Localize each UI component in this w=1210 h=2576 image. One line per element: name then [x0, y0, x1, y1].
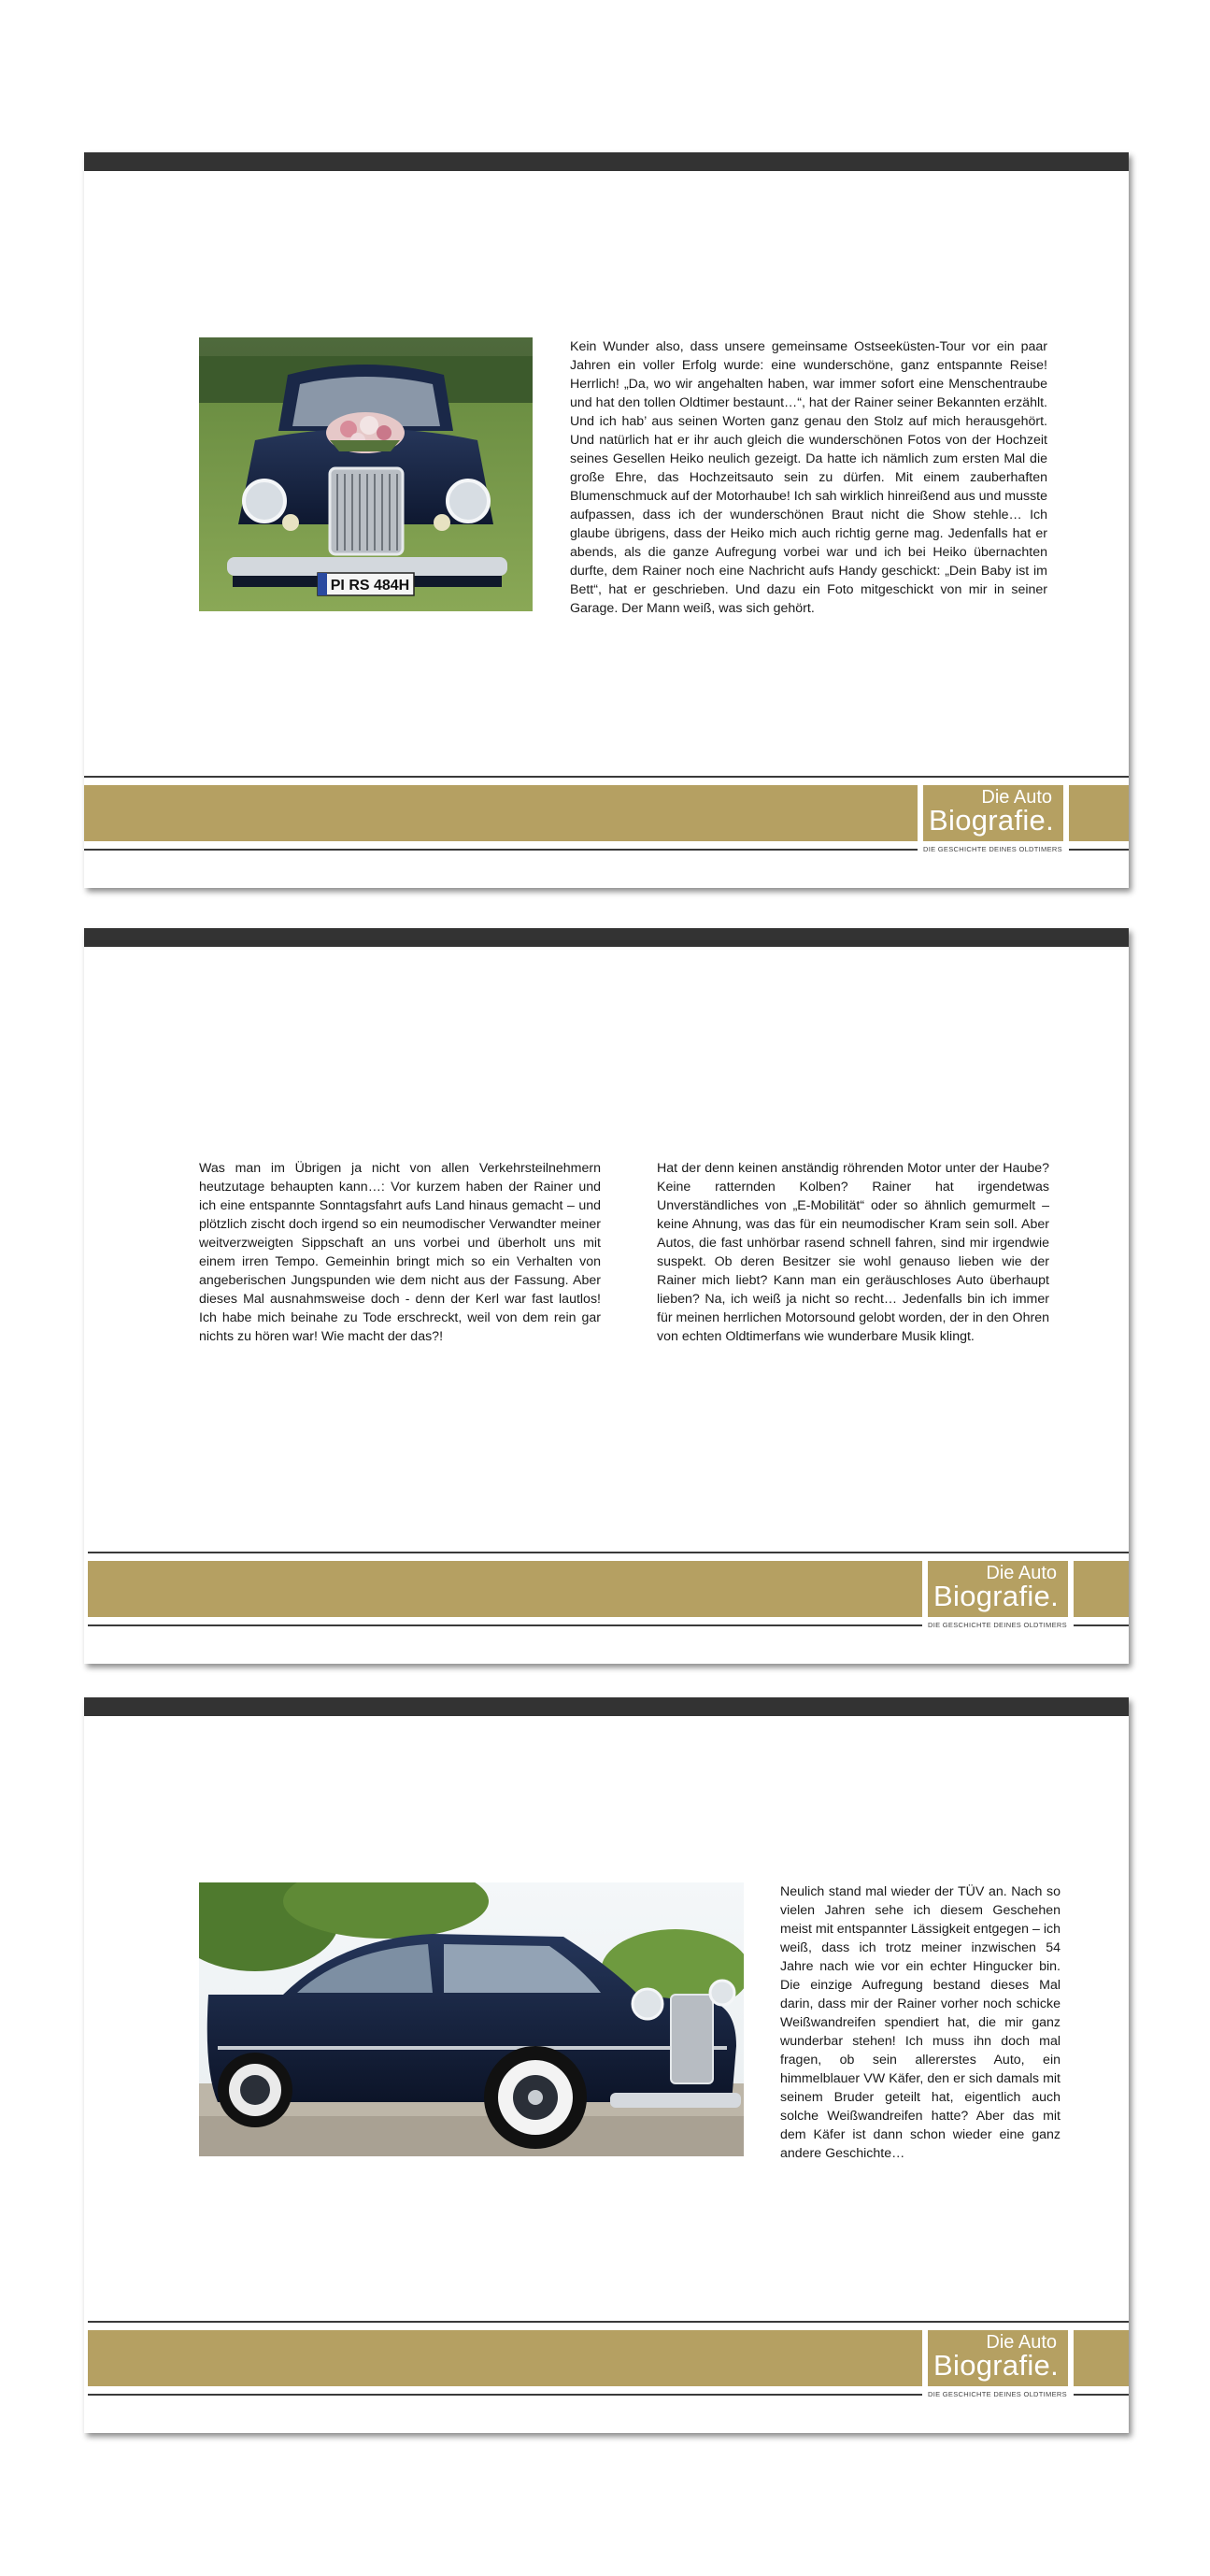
footer-gold-band [84, 785, 918, 841]
footer-rule-bottom [88, 1624, 922, 1626]
license-plate: PI RS 484H [330, 578, 410, 594]
brand-line-2: Biografie. [933, 1580, 1059, 1612]
footer-rule-top [88, 2321, 1129, 2323]
top-bar [84, 152, 1129, 171]
brand-logo [922, 1561, 1074, 1617]
footer-gold-tail [1069, 785, 1129, 841]
brand-line-2: Biografie. [933, 2349, 1059, 2382]
page-3 [84, 1697, 1129, 2433]
wedding-car-photo [199, 337, 533, 611]
footer-rule-top [88, 1552, 1129, 1553]
footer-rule-bottom-right [1074, 1624, 1129, 1626]
brand-logo [918, 785, 1069, 841]
brand-line-2: Biografie. [929, 804, 1054, 837]
page-2-text-right: Hat der denn keinen anständig röhrenden Motor unter der Haube? Keine ratternden Kolben? Rainer hat irgendetwas Unverständliches von „E-Mobilität“ oder so ähnlich gemurmelt – keine Ahnung, was das für ein neumodischer Kram sein soll. Aber Autos, die fast unhörbar rasend schnell fahren, sind mir irgendwie suspekt. Ob deren Besitzer sie wohl genauso lieben wie der Rainer mich liebt? Kann man ein geräuschloses Auto überhaupt lieben? Na, ich weiß ja nicht so recht… Jedenfalls bin ich immer für meinen herrlichen Motorsound gelobt worden, der in den Ohren von echten Oldtimerfans wie wunderbare Musik klingt. [657, 1161, 1049, 1344]
car-side-photo [199, 1882, 744, 2156]
page-2-text-left: Was man im Übrigen ja nicht von allen Verkehrsteilnehmern heutzutage behaupten kann…: Vor kurzem haben der Rainer und ich eine entspannte Sonntagsfahrt aufs Land hinaus gemacht – und plötzlich zischt doch irgend so ein neumodischer Verwandter meiner weitverzweigten Sippschaft an uns vorbei und überholt uns mit einem irren Tempo. Gemeinhin bringt mich so ein Verhalten von angeberischen Jungspunden wie dem nicht aus der Fassung. Aber dieses Mal ausnahmsweise doch - denn der Kerl war fast lautlos! Ich habe mich beinahe zu Tode erschreckt, weil von dem rein gar nichts zu hören war! Wie macht der das?! [199, 1161, 601, 1344]
footer-rule-bottom-right [1074, 2394, 1129, 2396]
brand-logo [922, 2330, 1074, 2386]
top-bar [84, 1697, 1129, 1716]
footer-gold-tail [1074, 2330, 1129, 2386]
page-1-text: Kein Wunder also, dass unsere gemeinsame Ostseeküsten-Tour vor ein paar Jahren ein voller Erfolg wurde: eine wunderschöne, ganz entspannte Reise! Herrlich! „Da, wo wir angehalten haben, war immer sofort eine Menschentraube und hat den tollen Oldtimer bestaunt…“, hat der Rainer seiner Bekannten erzählt. Und ich hab’ aus seinen Worten ganz genau den Stolz auf mich herausgehört. Und natürlich hat er ihr auch gleich die wunderschönen Fotos von der Hochzeit seines Gesellen Heiko neulich gezeigt. Da hatte ich nämlich zum ersten Mal die große Ehre, das Hochzeitsauto sein zu dürfen. Mit einem zauberhaften Blumenschmuck auf der Motorhaube! Ich sah wirklich hinreißend aus und musste aufpassen, dass ich der wunderschönen Braut nicht die Show stehle… Ich glaube übrigens, dass der Heiko mich auch richtig gerne mag. Jedenfalls hat er abends, als die ganze Aufregung vorbei war und ich bei Heiko übernachten durfte, dem Rainer noch eine Nachricht aufs Handy geschickt: „Dein Baby ist im Bett“, hat er geschrieben. Und dazu ein Foto mitgeschickt von mir in seiner Garage. Der Mann weiß, was sich gehört. [570, 339, 1047, 616]
footer [84, 1552, 1129, 1645]
top-bar [84, 928, 1129, 947]
page-2 [84, 928, 1129, 1664]
brand-line-1: Die Auto [981, 787, 1052, 808]
brand-tagline: DIE GESCHICHTE DEINES OLDTIMERS [928, 2390, 1067, 2398]
page-3-text: Neulich stand mal wieder der TÜV an. Nach so vielen Jahren sehe ich diesem Geschehen meist mit entspannter Lässigkeit entgegen – ich weiß, dass ich trotz meiner inzwischen 54 Jahre nach wie vor ein echter Hingucker bin. Die einzige Aufregung bestand dieses Mal darin, dass mir der Rainer vorher noch schicke Weißwandreifen spendiert hat, die mir ganz wunderbar stehen! Ich muss ihn doch mal fragen, ob sein allererstes Auto, ein himmelblauer VW Käfer, den er sich damals mit seinem Bruder geteilt hat, eigentlich auch solche Weißwandreifen hatte? Aber das mit dem Käfer ist dann schon wieder eine ganz andere Geschichte… [780, 1884, 1061, 2161]
footer-gold-band [88, 2330, 922, 2386]
footer-rule-bottom [88, 2394, 922, 2396]
brand-tagline: DIE GESCHICHTE DEINES OLDTIMERS [928, 1621, 1067, 1629]
footer-gold-tail [1074, 1561, 1129, 1617]
footer-rule-top [84, 776, 1129, 778]
brand-line-1: Die Auto [986, 1563, 1057, 1583]
footer [84, 2321, 1129, 2414]
footer [84, 776, 1129, 869]
page-1 [84, 152, 1129, 888]
footer-rule-bottom-right [1069, 849, 1129, 851]
brand-tagline: DIE GESCHICHTE DEINES OLDTIMERS [923, 845, 1062, 853]
footer-rule-bottom [84, 849, 918, 851]
footer-gold-band [88, 1561, 922, 1617]
brand-line-1: Die Auto [986, 2332, 1057, 2353]
